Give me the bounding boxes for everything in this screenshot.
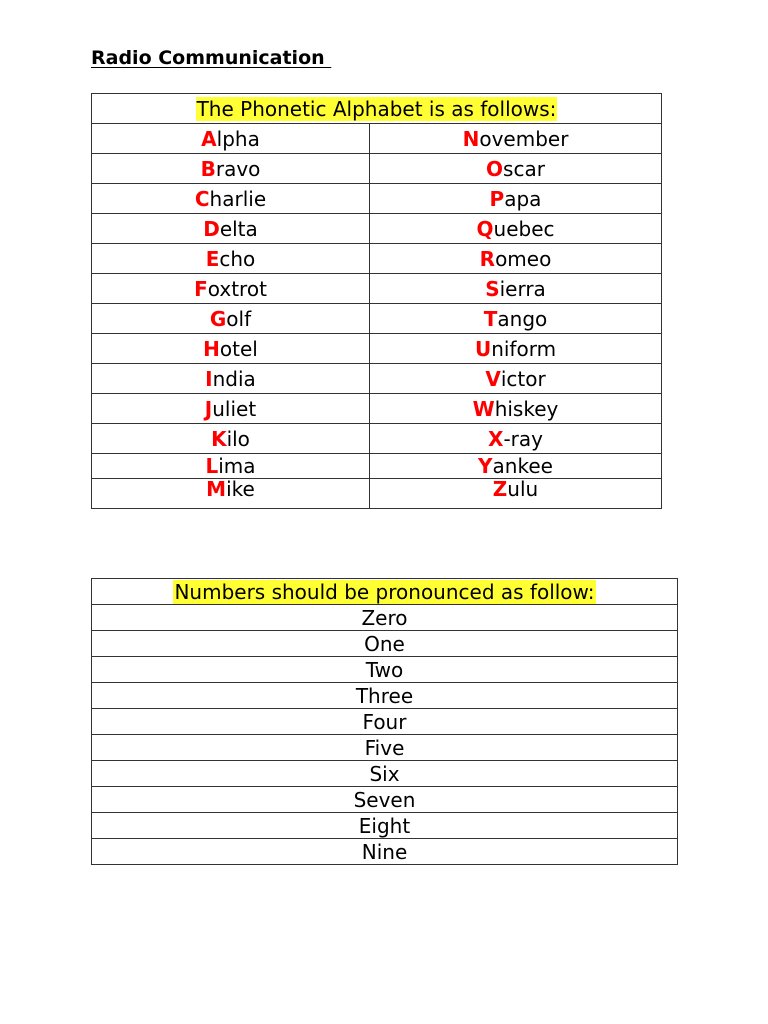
letter-word-rest: ovember: [479, 126, 569, 151]
letter-word-rest: uebec: [493, 216, 555, 241]
letter-word-rest: otel: [219, 336, 258, 361]
numbers-table: [91, 578, 678, 865]
table-row: [92, 631, 678, 657]
letter-initial: O: [486, 156, 504, 181]
table-row: [92, 274, 662, 304]
table-header-cell: [92, 579, 678, 605]
letter-word-rest: ierra: [499, 276, 546, 301]
number-word: Five: [92, 735, 678, 761]
table-row: [92, 244, 662, 274]
letter-word-rest: uliet: [212, 396, 257, 421]
letter-word-rest: lpha: [216, 126, 260, 151]
table-row: [92, 813, 678, 839]
table-row: [92, 304, 662, 334]
table-cell: [92, 244, 370, 274]
table-row: [92, 683, 678, 709]
letter-word-rest: ankee: [492, 454, 553, 478]
table-row: [92, 479, 662, 509]
table-row: [92, 334, 662, 364]
table-row: [92, 184, 662, 214]
table-row: [92, 424, 662, 454]
phonetic-alphabet-table: [91, 93, 662, 509]
letter-word-rest: ima: [218, 454, 256, 478]
letter-initial: M: [206, 478, 227, 501]
letter-initial: Y: [478, 454, 493, 478]
table-cell: [92, 304, 370, 334]
table-cell: [370, 334, 662, 364]
letter-word-rest: ike: [226, 478, 255, 501]
table-row: [92, 124, 662, 154]
table-cell: [370, 304, 662, 334]
letter-initial: G: [209, 306, 227, 331]
number-word: Seven: [92, 787, 678, 813]
table-header-cell: [92, 94, 662, 124]
number-word: Six: [92, 761, 678, 787]
table-cell: [92, 124, 370, 154]
table-cell: [92, 394, 370, 424]
table-cell: [92, 184, 370, 214]
letter-word-rest: elta: [219, 216, 258, 241]
table-row: [92, 605, 678, 631]
table-row: [92, 394, 662, 424]
table-cell: [92, 154, 370, 184]
letter-word-rest: ulu: [507, 478, 539, 501]
letter-initial: P: [489, 186, 505, 211]
letter-word-rest: omeo: [495, 246, 552, 271]
table-cell: [92, 364, 370, 394]
letter-initial: F: [194, 276, 208, 301]
table-cell: [370, 424, 662, 454]
table-header-row: [92, 579, 678, 605]
alphabet-table-header: The Phonetic Alphabet is as follows:: [196, 96, 557, 121]
number-word: Eight: [92, 813, 678, 839]
letter-initial: E: [205, 246, 220, 271]
table-cell: [92, 274, 370, 304]
table-cell: [370, 479, 662, 509]
numbers-table-header: Numbers should be pronounced as follow:: [174, 579, 595, 604]
table-cell: [370, 364, 662, 394]
table-cell: [92, 479, 370, 509]
letter-initial: W: [472, 396, 495, 421]
letter-initial: T: [483, 306, 498, 331]
letter-initial: B: [200, 156, 216, 181]
table-row: [92, 735, 678, 761]
letter-word-rest: hiskey: [494, 396, 559, 421]
table-cell: [370, 274, 662, 304]
letter-word-rest: oxtrot: [207, 276, 267, 301]
letter-initial: X: [488, 426, 504, 451]
letter-word-rest: harlie: [209, 186, 267, 211]
letter-initial: U: [474, 336, 492, 361]
table-cell: [370, 184, 662, 214]
table-cell: [92, 214, 370, 244]
letter-word-rest: olf: [226, 306, 252, 331]
letter-initial: V: [485, 366, 501, 391]
letter-initial: I: [205, 366, 213, 391]
letter-word-rest: cho: [219, 246, 256, 271]
table-cell: [370, 394, 662, 424]
letter-initial: C: [194, 186, 210, 211]
letter-word-rest: ilo: [226, 426, 250, 451]
letter-word-rest: niform: [491, 336, 557, 361]
table-row: [92, 364, 662, 394]
letter-word-rest: scar: [503, 156, 545, 181]
letter-initial: L: [205, 454, 219, 478]
document-title: Radio Communication: [91, 47, 332, 69]
table-row: [92, 839, 678, 865]
table-cell: [370, 124, 662, 154]
table-cell: [370, 154, 662, 184]
table-row: [92, 657, 678, 683]
table-row: [92, 761, 678, 787]
table-row: [92, 154, 662, 184]
number-word: Three: [92, 683, 678, 709]
letter-initial: Q: [476, 216, 494, 241]
table-cell: [370, 454, 662, 479]
table-cell: [370, 244, 662, 274]
letter-word-rest: ravo: [215, 156, 261, 181]
letter-word-rest: ndia: [212, 366, 256, 391]
table-cell: [92, 454, 370, 479]
number-word: Zero: [92, 605, 678, 631]
letter-initial: H: [203, 336, 220, 361]
letter-initial: A: [201, 126, 217, 151]
number-word: Nine: [92, 839, 678, 865]
letter-word-rest: apa: [504, 186, 542, 211]
letter-initial: D: [203, 216, 220, 241]
number-word: One: [92, 631, 678, 657]
table-row: [92, 709, 678, 735]
letter-word-rest: ictor: [500, 366, 546, 391]
letter-initial: Z: [492, 478, 508, 501]
table-row: [92, 787, 678, 813]
letter-word-rest: ango: [497, 306, 548, 331]
letter-initial: J: [204, 396, 213, 421]
table-cell: [370, 214, 662, 244]
table-header-row: [92, 94, 662, 124]
table-cell: [92, 334, 370, 364]
letter-initial: S: [485, 276, 500, 301]
table-row: [92, 454, 662, 479]
number-word: Two: [92, 657, 678, 683]
letter-initial: K: [211, 426, 227, 451]
number-word: Four: [92, 709, 678, 735]
letter-initial: R: [479, 246, 496, 271]
letter-word-rest: -ray: [503, 426, 543, 451]
table-cell: [92, 424, 370, 454]
letter-initial: N: [462, 126, 480, 151]
table-row: [92, 214, 662, 244]
